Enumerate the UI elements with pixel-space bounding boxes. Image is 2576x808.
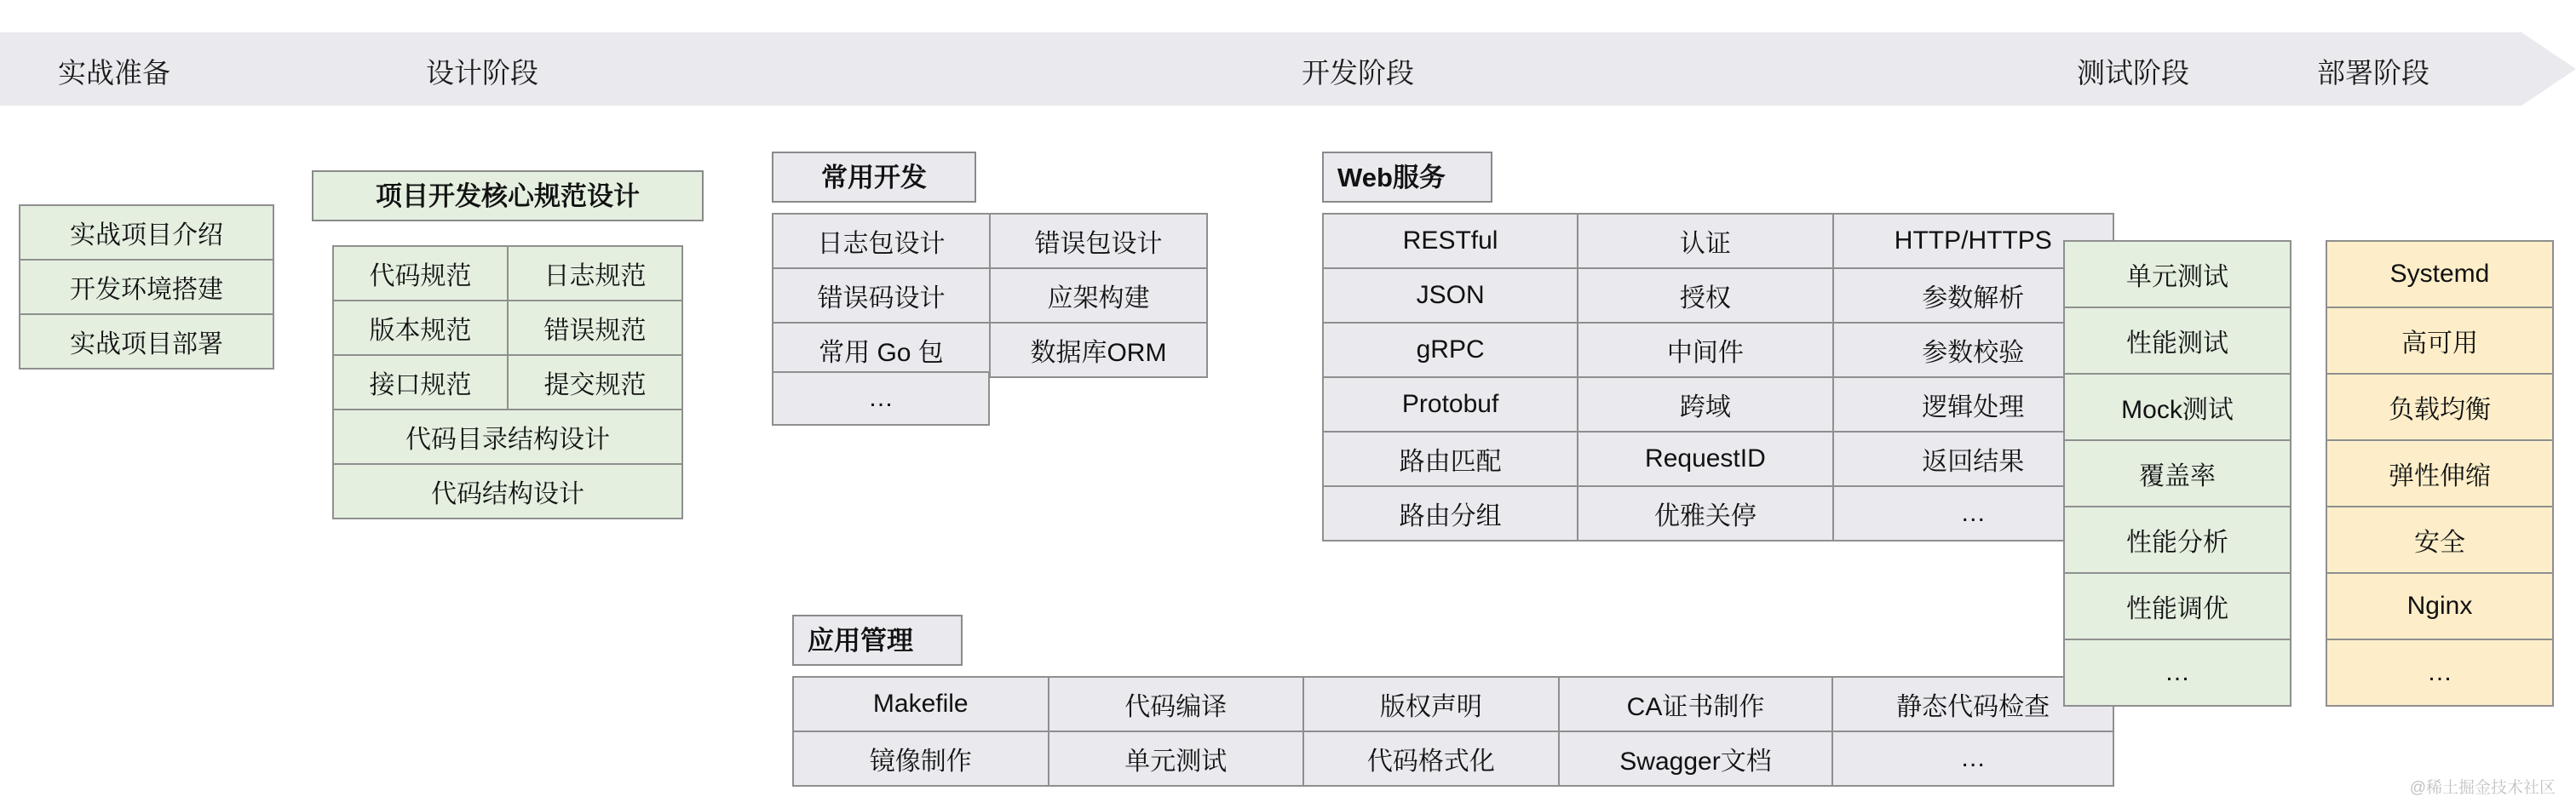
table-row	[1323, 432, 2113, 486]
table-row	[333, 410, 682, 464]
design-cell-0-1[interactable]: 日志规范	[508, 246, 682, 301]
deploy-item-5[interactable]: Nginx	[2326, 573, 2553, 639]
table-row	[2064, 241, 2291, 307]
web-cell-3-2[interactable]: 逻辑处理	[1833, 377, 2113, 432]
web-cell-3-0[interactable]: Protobuf	[1323, 377, 1578, 432]
table-row	[2064, 507, 2291, 573]
table-row	[2064, 573, 2291, 639]
deploy-item-0[interactable]: Systemd	[2326, 241, 2553, 307]
table-row	[773, 372, 989, 425]
table-row	[773, 268, 1207, 323]
web-cell-5-2[interactable]: …	[1833, 486, 2113, 541]
table-row	[20, 260, 273, 314]
phase-label-prep: 实战准备	[58, 57, 170, 89]
deploy-item-4[interactable]: 安全	[2326, 507, 2553, 573]
table-row	[2064, 374, 2291, 440]
test-item-3[interactable]: 覆盖率	[2064, 440, 2291, 507]
table-row	[2326, 374, 2553, 440]
prep-item-2[interactable]: 实战项目部署	[20, 314, 273, 369]
app-cell-1-3[interactable]: Swagger文档	[1559, 731, 1833, 786]
prep-group-table	[19, 204, 274, 370]
web-cell-3-1[interactable]: 跨域	[1578, 377, 1832, 432]
test-item-6[interactable]: …	[2064, 639, 2291, 706]
table-row	[1323, 323, 2113, 377]
table-row	[773, 214, 1207, 268]
table-row	[2326, 307, 2553, 374]
table-row	[773, 323, 1207, 377]
web-cell-5-0[interactable]: 路由分组	[1323, 486, 1578, 541]
app-manage-table	[792, 676, 2114, 787]
app-cell-0-3[interactable]: CA证书制作	[1559, 677, 1833, 731]
deploy-item-1[interactable]: 高可用	[2326, 307, 2553, 374]
web-service-table	[1322, 213, 2114, 542]
app-cell-0-4[interactable]: 静态代码检查	[1832, 677, 2113, 731]
test-item-5[interactable]: 性能调优	[2064, 573, 2291, 639]
test-item-0[interactable]: 单元测试	[2064, 241, 2291, 307]
common-dev-cell-2-0[interactable]: 常用 Go 包	[773, 323, 990, 377]
app-cell-0-1[interactable]: 代码编译	[1049, 677, 1304, 731]
deploy-group-table	[2326, 240, 2554, 707]
web-cell-4-0[interactable]: 路由匹配	[1323, 432, 1578, 486]
web-cell-4-1[interactable]: RequestID	[1578, 432, 1832, 486]
table-row	[1323, 268, 2113, 323]
table-row	[1323, 214, 2113, 268]
deploy-item-6[interactable]: …	[2326, 639, 2553, 706]
common-dev-tail-table	[772, 371, 990, 426]
table-row	[793, 677, 2113, 731]
common-dev-cell-0-0[interactable]: 日志包设计	[773, 214, 990, 268]
web-cell-2-1[interactable]: 中间件	[1578, 323, 1832, 377]
phase-banner-arrow-shape	[0, 32, 2576, 106]
test-group-table	[2063, 240, 2291, 707]
phase-label-design: 设计阶段	[426, 57, 538, 89]
web-cell-0-2[interactable]: HTTP/HTTPS	[1833, 214, 2113, 268]
watermark: @稀土掘金技术社区	[2409, 779, 2556, 797]
table-row	[2326, 440, 2553, 507]
app-manage-title: 应用管理	[792, 615, 963, 666]
test-item-2[interactable]: Mock测试	[2064, 374, 2291, 440]
common-dev-title: 常用开发	[772, 152, 976, 203]
app-cell-1-4[interactable]: …	[1832, 731, 2113, 786]
web-cell-2-0[interactable]: gRPC	[1323, 323, 1578, 377]
web-cell-2-2[interactable]: 参数校验	[1833, 323, 2113, 377]
app-cell-1-1[interactable]: 单元测试	[1049, 731, 1304, 786]
app-cell-1-0[interactable]: 镜像制作	[793, 731, 1049, 786]
design-full-row-0[interactable]: 代码目录结构设计	[333, 410, 682, 464]
table-row	[2326, 241, 2553, 307]
web-cell-1-2[interactable]: 参数解析	[1833, 268, 2113, 323]
common-dev-cell-1-0[interactable]: 错误码设计	[773, 268, 990, 323]
common-dev-tail-cell[interactable]: …	[773, 372, 989, 425]
table-row	[2326, 639, 2553, 706]
design-cell-2-0[interactable]: 接口规范	[333, 355, 508, 410]
table-row	[333, 464, 682, 519]
common-dev-cell-1-1[interactable]: 应架构建	[990, 268, 1207, 323]
table-row	[2064, 440, 2291, 507]
common-dev-cell-2-1[interactable]: 数据库ORM	[990, 323, 1207, 377]
prep-item-1[interactable]: 开发环境搭建	[20, 260, 273, 314]
web-cell-1-0[interactable]: JSON	[1323, 268, 1578, 323]
table-row	[2064, 307, 2291, 374]
table-row	[333, 301, 682, 355]
test-item-4[interactable]: 性能分析	[2064, 507, 2291, 573]
design-cell-1-1[interactable]: 错误规范	[508, 301, 682, 355]
app-cell-0-0[interactable]: Makefile	[793, 677, 1049, 731]
design-group-title: 项目开发核心规范设计	[312, 170, 704, 221]
table-row	[333, 355, 682, 410]
table-row	[2064, 639, 2291, 706]
common-dev-cell-0-1[interactable]: 错误包设计	[990, 214, 1207, 268]
phase-banner	[0, 32, 2576, 106]
table-row	[333, 246, 682, 301]
web-cell-4-2[interactable]: 返回结果	[1833, 432, 2113, 486]
table-row	[793, 731, 2113, 786]
web-cell-0-0[interactable]: RESTful	[1323, 214, 1578, 268]
app-cell-1-2[interactable]: 代码格式化	[1303, 731, 1559, 786]
design-cell-0-0[interactable]: 代码规范	[333, 246, 508, 301]
test-item-1[interactable]: 性能测试	[2064, 307, 2291, 374]
table-row	[20, 314, 273, 369]
table-row	[2326, 573, 2553, 639]
web-cell-1-1[interactable]: 授权	[1578, 268, 1832, 323]
table-row	[2326, 507, 2553, 573]
design-full-row-1[interactable]: 代码结构设计	[333, 464, 682, 519]
web-cell-5-1[interactable]: 优雅关停	[1578, 486, 1832, 541]
phase-label-test: 测试阶段	[2077, 57, 2189, 89]
deploy-item-3[interactable]: 弹性伸缩	[2326, 440, 2553, 507]
design-cell-2-1[interactable]: 提交规范	[508, 355, 682, 410]
prep-item-0[interactable]: 实战项目介绍	[20, 205, 273, 260]
app-cell-0-2[interactable]: 版权声明	[1303, 677, 1559, 731]
design-group-table	[332, 245, 683, 519]
phase-label-deploy: 部署阶段	[2317, 57, 2429, 89]
web-service-title: Web服务	[1322, 152, 1492, 203]
design-cell-1-0[interactable]: 版本规范	[333, 301, 508, 355]
table-row	[1323, 377, 2113, 432]
table-row	[20, 205, 273, 260]
table-row	[1323, 486, 2113, 541]
phase-label-dev: 开发阶段	[1302, 57, 1414, 89]
web-cell-0-1[interactable]: 认证	[1578, 214, 1832, 268]
common-dev-table	[772, 213, 1208, 378]
deploy-item-2[interactable]: 负载均衡	[2326, 374, 2553, 440]
